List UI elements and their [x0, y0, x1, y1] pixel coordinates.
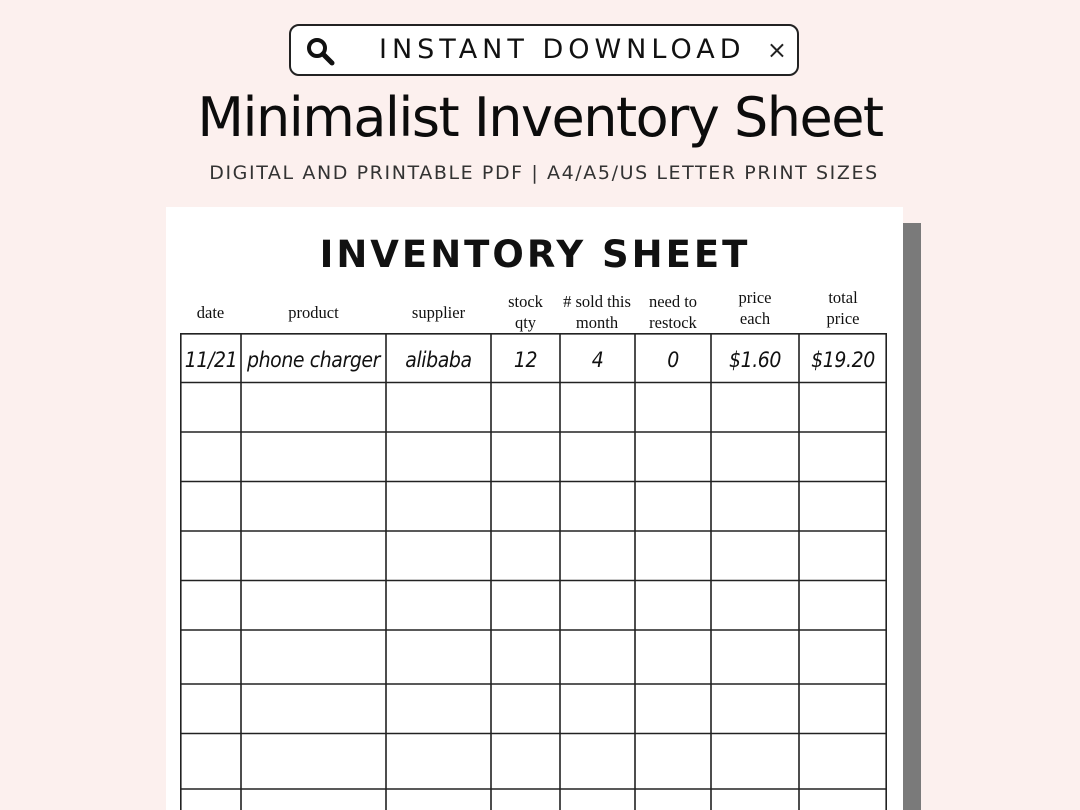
column-header-line2: price: [826, 309, 860, 328]
column-header-stock-qty: [491, 288, 560, 336]
cell-product: phone charger: [246, 348, 381, 372]
column-header-total-price: [799, 284, 887, 332]
column-header-line2: month: [575, 313, 619, 332]
search-icon[interactable]: [305, 36, 337, 68]
column-header-line1: date: [196, 302, 225, 322]
instant-download-banner: [289, 24, 799, 76]
column-header-supplier: [386, 288, 491, 336]
table-grid-lines: [180, 333, 887, 810]
column-header-line2: restock: [649, 313, 697, 332]
cell-total-price: $19.20: [811, 348, 875, 372]
column-header-line2: qty: [514, 313, 537, 332]
sheet-title: INVENTORY SHEET: [319, 233, 751, 276]
sheet-shadow: [903, 223, 921, 810]
cell-need-to-restock: 0: [667, 348, 679, 372]
column-header-need-to-restock: [635, 288, 711, 336]
cell-supplier: alibaba: [405, 348, 472, 372]
cell-price-each: $1.60: [728, 348, 782, 372]
column-header-price-each: [711, 284, 799, 332]
column-header-line1: # sold this: [563, 292, 631, 311]
cell-sold-this-month: 4: [591, 348, 604, 372]
column-header-product: [241, 288, 386, 336]
column-header-line1: product: [288, 302, 339, 322]
cell-date: 11/21: [184, 348, 238, 372]
column-header-line1: stock: [508, 292, 543, 311]
close-icon[interactable]: ×: [766, 36, 787, 64]
column-header-date: [180, 288, 241, 336]
column-header-sold-this-month: [555, 288, 639, 336]
page-title: Minimalist Inventory Sheet: [197, 86, 883, 149]
cell-stock-qty: 12: [513, 348, 538, 372]
column-header-line1: price: [738, 288, 772, 307]
column-header-line1: need to: [648, 292, 698, 311]
column-header-line2: each: [739, 309, 771, 328]
page-subtitle: DIGITAL AND PRINTABLE PDF | A4/A5/US LETTER PRINT SIZES: [209, 162, 879, 184]
inventory-table-grid: [180, 333, 887, 810]
column-header-line1: supplier: [411, 302, 466, 322]
column-header-line1: total: [828, 288, 858, 307]
banner-label: INSTANT DOWNLOAD: [379, 34, 746, 65]
